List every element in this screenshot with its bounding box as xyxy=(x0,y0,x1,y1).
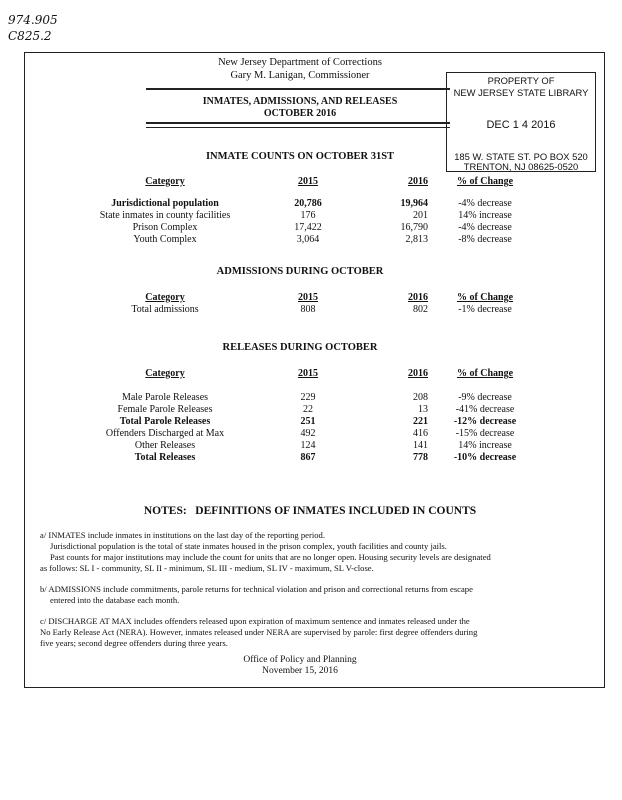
row-category: Total Releases xyxy=(134,452,196,463)
note-a-line-4: as follows: SL I - community, SL II - minimum, SL III - medium, SL IV - maximum, SL V-close. xyxy=(40,563,374,573)
header-rule-top xyxy=(146,88,450,90)
row-2015: 808 xyxy=(300,304,316,315)
row-change: -41% decrease xyxy=(455,404,515,415)
table-row xyxy=(72,404,542,416)
row-2015: 22 xyxy=(303,404,313,415)
note-b-line-2: entered into the database each month. xyxy=(50,595,180,605)
inmate-counts-title: INMATE COUNTS ON OCTOBER 31ST xyxy=(205,151,395,162)
department-name: New Jersey Department of Corrections xyxy=(218,57,382,68)
row-category: State inmates in county facilities xyxy=(99,210,231,221)
footer-date: November 15, 2016 xyxy=(262,666,338,676)
note-a-line-1: a/ INMATES include inmates in institutions on the last day of the reporting period. xyxy=(40,530,325,540)
admissions-title: ADMISSIONS DURING OCTOBER xyxy=(216,266,384,277)
commissioner-name: Gary M. Lanigan, Commissioner xyxy=(230,70,370,81)
table-row xyxy=(72,428,542,440)
footer-office: Office of Policy and Planning xyxy=(243,655,357,665)
stamp-address-2: TRENTON, NJ 08625-0520 xyxy=(463,161,579,172)
row-category: Total admissions xyxy=(131,304,199,315)
row-2016: 208 xyxy=(413,392,428,403)
handwritten-call-number-2: C825.2 xyxy=(8,29,52,43)
table-row xyxy=(72,304,542,316)
row-2016: 141 xyxy=(413,440,428,451)
releases-header-row xyxy=(72,368,542,392)
row-change: 14% increase xyxy=(458,210,512,221)
table-row xyxy=(72,234,542,246)
row-change: -12% decrease xyxy=(453,416,517,427)
column-header-2015: 2015 xyxy=(298,176,318,187)
notes-section xyxy=(40,530,600,649)
row-2016: 416 xyxy=(413,428,428,439)
row-category: Total Parole Releases xyxy=(119,416,211,427)
row-2016: 2,813 xyxy=(405,234,428,245)
row-category: Prison Complex xyxy=(132,222,198,233)
library-stamp xyxy=(446,72,596,172)
admissions-table xyxy=(72,292,542,316)
column-header-2016: 2016 xyxy=(408,292,428,303)
row-category: Offenders Discharged at Max xyxy=(105,428,225,439)
row-2015: 492 xyxy=(300,428,316,439)
handwritten-call-number-1: 974.905 xyxy=(8,13,58,27)
column-header-2016: 2016 xyxy=(408,176,428,187)
table-row xyxy=(72,440,542,452)
table-row xyxy=(72,392,542,404)
column-header-change: % of Change xyxy=(456,368,514,379)
column-header-2016: 2016 xyxy=(408,368,428,379)
column-header-change: % of Change xyxy=(456,176,514,187)
row-2016: 802 xyxy=(413,304,428,315)
table-row xyxy=(72,210,542,222)
row-2015: 176 xyxy=(300,210,316,221)
row-category: Female Parole Releases xyxy=(117,404,213,415)
stamp-date: DEC 1 4 2016 xyxy=(486,119,556,131)
row-2016: 221 xyxy=(413,416,428,427)
column-header-category: Category xyxy=(145,176,185,187)
row-2015: 867 xyxy=(300,452,316,463)
releases-table xyxy=(72,368,542,464)
row-category: Jurisdictional population xyxy=(111,198,219,209)
admissions-header-row xyxy=(72,292,542,304)
note-c-line-1: c/ DISCHARGE AT MAX includes offenders released upon expiration of maximum sentence and inmates released under the xyxy=(40,616,470,626)
note-c-line-3: five years; second degree offenders during three years. xyxy=(40,638,228,648)
stamp-library-name: NEW JERSEY STATE LIBRARY xyxy=(453,87,589,98)
column-header-2015: 2015 xyxy=(298,292,318,303)
table-row xyxy=(72,222,542,234)
note-a-line-2: Jurisdictional population is the total of state inmates housed in the prison complex, youth facilities and county jails. xyxy=(50,541,447,551)
row-2016: 13 xyxy=(418,404,428,415)
row-change: -4% decrease xyxy=(458,222,512,233)
row-change: 14% increase xyxy=(458,440,512,451)
row-change: -15% decrease xyxy=(455,428,515,439)
table-row xyxy=(72,452,542,464)
stamp-address-1: 185 W. STATE ST. PO BOX 520 xyxy=(454,151,588,162)
row-2015: 3,064 xyxy=(296,234,320,245)
table-row xyxy=(72,416,542,428)
column-header-2015: 2015 xyxy=(298,368,318,379)
row-2015: 229 xyxy=(300,392,316,403)
row-2015: 251 xyxy=(300,416,316,427)
row-2015: 17,422 xyxy=(294,222,322,233)
row-category: Male Parole Releases xyxy=(121,392,209,403)
note-a-line-3: Past counts for major institutions may include the count for units that are no longer open. Housing security levels are designated xyxy=(50,552,491,562)
row-category: Other Releases xyxy=(134,440,196,451)
notes-title: NOTES: DEFINITIONS OF INMATES INCLUDED IN COUNTS xyxy=(143,505,477,517)
column-header-change: % of Change xyxy=(456,292,514,303)
column-header-category: Category xyxy=(145,368,185,379)
inmate-counts-header-row xyxy=(72,176,542,198)
inmate-counts-table xyxy=(72,176,542,246)
releases-title: RELEASES DURING OCTOBER xyxy=(222,342,378,353)
row-2016: 778 xyxy=(413,452,428,463)
report-title: INMATES, ADMISSIONS, AND RELEASES xyxy=(202,96,398,107)
stamp-property-of: PROPERTY OF xyxy=(487,75,555,86)
row-2015: 20,786 xyxy=(294,198,322,209)
row-category: Youth Complex xyxy=(133,234,197,245)
row-change: -8% decrease xyxy=(458,234,512,245)
row-change: -9% decrease xyxy=(458,392,512,403)
note-c-line-2: No Early Release Act (NERA). However, inmates released under NERA are supervised by parole: first degree offenders during xyxy=(40,627,478,637)
row-change: -4% decrease xyxy=(458,198,512,209)
column-header-category: Category xyxy=(145,292,185,303)
row-change: -1% decrease xyxy=(458,304,512,315)
row-change: -10% decrease xyxy=(453,452,517,463)
header-rule-thin xyxy=(146,127,450,128)
row-2016: 201 xyxy=(413,210,428,221)
row-2016: 19,964 xyxy=(400,198,428,209)
table-row xyxy=(72,198,542,210)
row-2015: 124 xyxy=(300,440,316,451)
row-2016: 16,790 xyxy=(400,222,428,233)
report-period: OCTOBER 2016 xyxy=(263,108,337,119)
note-b-line-1: b/ ADMISSIONS include commitments, parole returns for technical violation and prison and correctional returns from escape xyxy=(40,584,473,594)
header-rule-mid xyxy=(146,122,450,124)
